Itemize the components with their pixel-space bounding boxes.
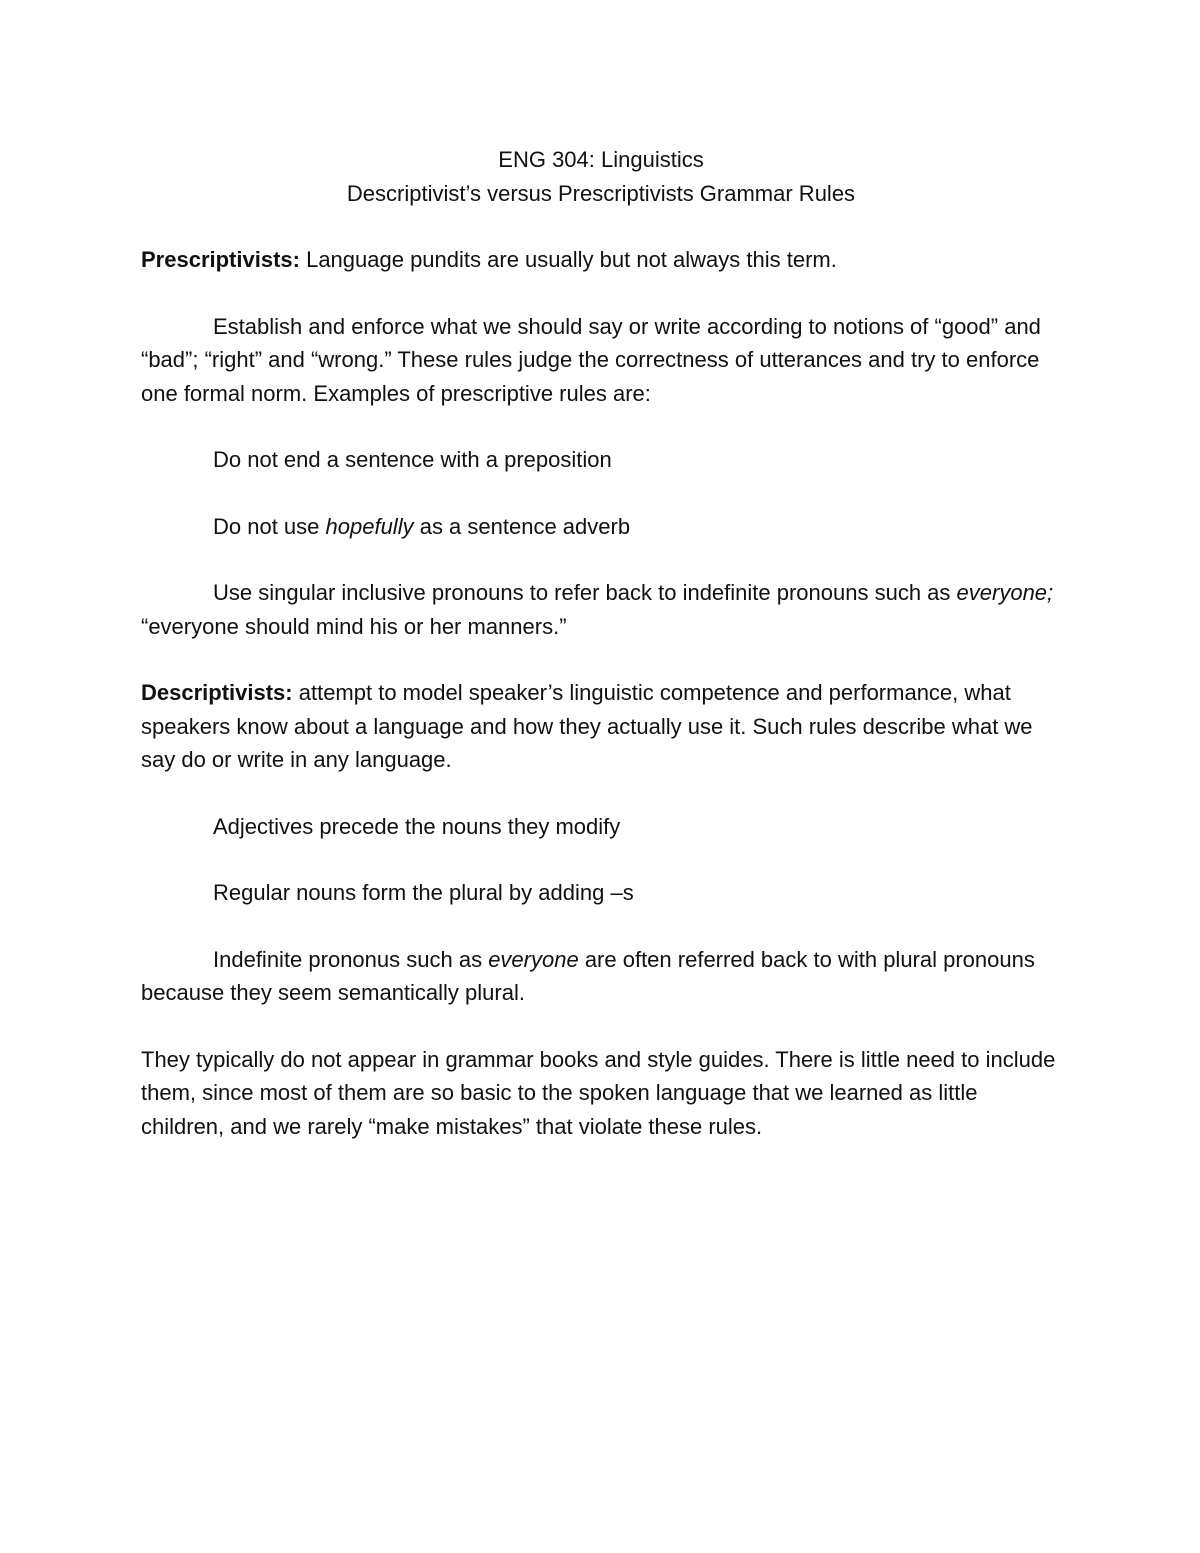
document-body <box>141 143 1061 1176</box>
prescriptivists-term: Prescriptivists: <box>141 247 300 272</box>
prescriptivists-definition-text: Language pundits are usually but not always this term. <box>299 247 837 272</box>
descriptive-rule-3-text-b: are often referred back to with plural pronouns because they seem semantically plural. <box>141 946 1035 1005</box>
prescriptive-rule-3-italic: everyone; <box>956 580 1054 605</box>
prescriptive-rule-3-text-b: “everyone should mind his or her manners.” <box>141 613 567 639</box>
descriptive-rule-3 <box>141 943 1061 1010</box>
descriptivists-definition <box>141 676 1061 777</box>
prescriptivists-definition <box>141 243 1061 277</box>
descriptive-rule-3-italic: everyone <box>488 946 579 972</box>
prescriptive-rule-1: Do not end a sentence with a preposition <box>213 447 612 472</box>
prescriptive-rule-3-text-a: Use singular inclusive pronouns to refer back to indefinite pronouns such as <box>213 580 957 605</box>
descriptivists-definition-text: attempt to model speaker’s linguistic competence and performance, what speakers know about a language and how they actually use it. Such rules describe what we say do or write in any language. <box>141 680 1033 772</box>
course-title: ENG 304: Linguistics <box>498 147 704 172</box>
descriptivists-term: Descriptivists: <box>141 680 293 705</box>
descriptive-rule-3-text-a: Indefinite prononus such as <box>213 946 489 972</box>
conclusion-paragraph: They typically do not appear in grammar books and style guides. There is little need to include them, since most of them are so basic to the spoken language that we learned as little children, and we rarely “make mistakes” that violate these rules. <box>141 1046 1056 1139</box>
prescriptivists-description: Establish and enforce what we should say or write according to notions of “good” and “bad”; “right” and “wrong.” These rules judge the correctness of utterances and try to enforce one formal norm. Examples of prescriptive rules are: <box>141 313 1041 406</box>
prescriptive-rule-2-text-a: Do not use <box>213 513 326 539</box>
document-subtitle: Descriptivist’s versus Prescriptivists Grammar Rules <box>346 180 856 206</box>
descriptive-rule-1: Adjectives precede the nouns they modify <box>213 813 621 839</box>
prescriptive-rule-2-italic: hopefully <box>325 513 414 539</box>
prescriptive-rule-2 <box>141 510 1061 544</box>
prescriptive-rule-2-text-b: as a sentence adverb <box>413 513 631 539</box>
prescriptive-rule-3 <box>141 576 1061 643</box>
descriptive-rule-2: Regular nouns form the plural by adding –s <box>213 880 634 905</box>
title-block <box>141 143 1061 210</box>
